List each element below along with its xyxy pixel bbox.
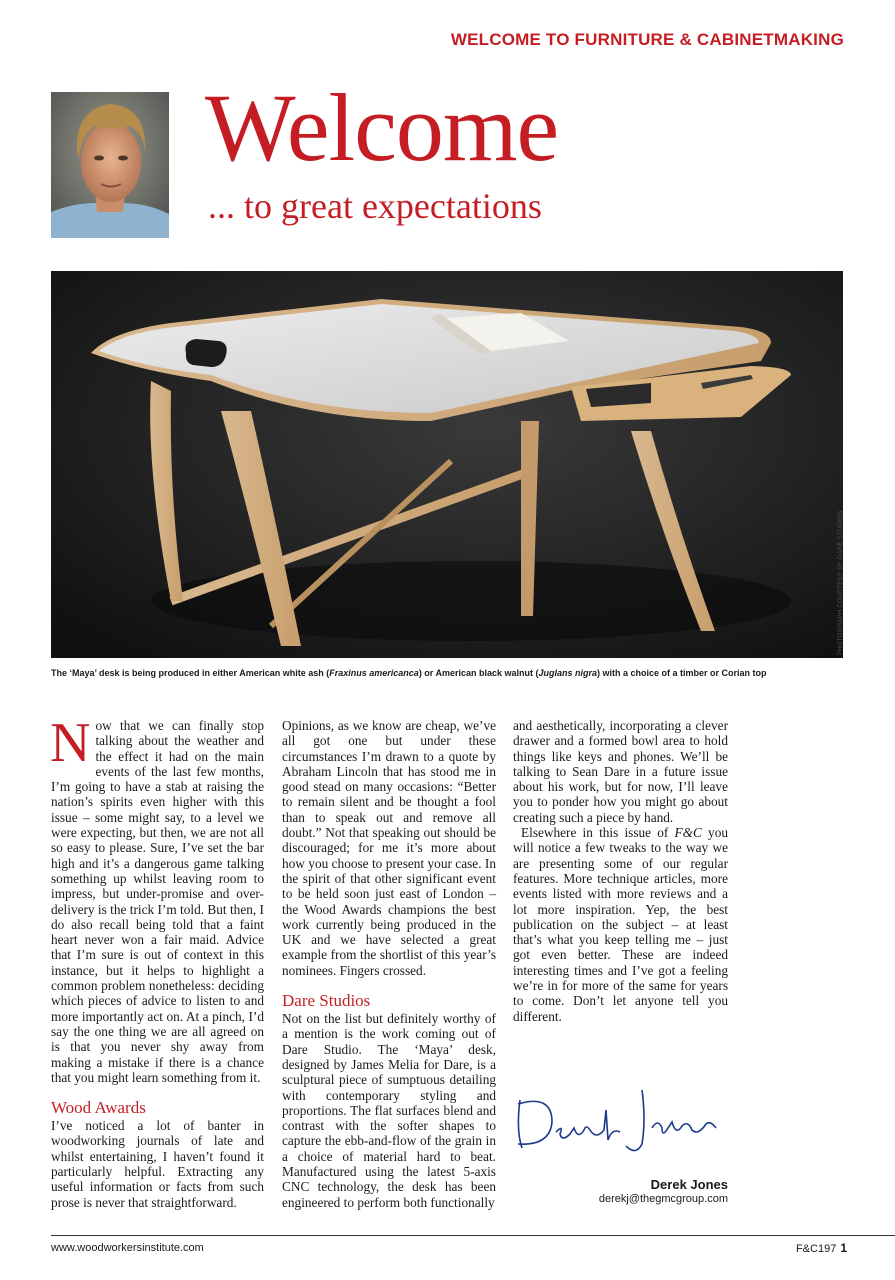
- page-number: 1: [840, 1241, 847, 1255]
- page-subtitle: ... to great expectations: [208, 186, 542, 226]
- wood-awards-paragraph-continued: Opinions, as we know are cheap, we’ve all got one but under these circumstances I’m drawn to a quote by Abraham Lincoln that has stood me in good stead on many occasions: “Better to remain silent and be thought a fool than to speak out and remove all doubt.” Not that speaking out should be discouraged; for me it’s more about how you choose to present your case. In the spirit of that other significant event to be held soon just east of London – the Wood Awards champions the best work currently being produced in the UK and we have selected a great example from the shortlist of this year’s nominees. Fingers crossed.: [282, 718, 496, 978]
- page-title: Welcome: [205, 74, 559, 181]
- drop-cap: N: [50, 712, 91, 774]
- desk-photo: [51, 271, 843, 658]
- section-label: WELCOME TO FURNITURE & CABINETMAKING: [450, 30, 844, 49]
- footer-url[interactable]: www.woodworkersinstitute.com: [51, 1242, 204, 1254]
- photo-caption: The ‘Maya’ desk is being produced in either American white ash (Fraxinus americanca) or American black walnut (Juglans nigra) with a choice of a timber or Corian top: [51, 668, 767, 678]
- article-column-2: [282, 718, 496, 1210]
- intro-paragraph: Now that we can finally stop talking about the weather and the effect it had on the main events of the last few months, I’m going to have a stab at raising the nation’s spirits even higher with this issue – some might say, to a level we were expecting, but then, we are not all so easy to please. Sure, I’ve set the bar high and it’s a dangerous game talking something up whilst leaving room to impress, but under-promise and over-delivery is the trick I’m told. But then, I do also recall being told that a faint heart never won a fair maid. Advice that I’m sure is out of context in this instance, but it helps to highlight a common problem nonetheless: deciding which pieces of advice to listen to and more importantly act on. At a pinch, I’d say the one thing we are all agreed on is that you never shy away from making a mistake if there is a chance that you might learn something from it.: [50, 712, 264, 1085]
- article-column-1: [50, 712, 264, 1210]
- author-name: Derek Jones: [650, 1177, 728, 1192]
- dare-studios-paragraph-continued: and aesthetically, incorporating a clever drawer and a formed bowl area to hold things like keys and phones. We’ll be talking to Sean Dare in a future issue about his work, but for now, I’ll leave you to ponder how you might go about creating such a piece by hand.: [513, 718, 728, 825]
- author-email[interactable]: derekj@thegmcgroup.com: [598, 1193, 728, 1205]
- closing-paragraph: Elsewhere in this issue of F&C you will notice a few tweaks to the way we are presenting some of our regular features. More technique articles, more events listed with more reviews and a lot more inspiration. Yep, the best publication on the subject – at least that’s what you keep telling me – just got even better. These are indeed interesting times and I’ve got a feeling we’re in for more of the same for years to come. Don’t let anyone tell you different.: [513, 825, 728, 1024]
- photo-credit: PHOTOGRAPH COURTESY OF DARE STUDIOS: [838, 510, 844, 655]
- dare-studios-paragraph: Not on the list but definitely worthy of a mention is the work coming out of Dare Studio. The ‘Maya’ desk, designed by James Melia for Dare, is a sculptural piece of sumptuous detailing with contemporary styling and proportions. The flat surfaces blend and contrast with the softer shapes to capture the ebb-and-flow of the grain in a choice of material hard to beat. Manufactured using the latest 5-axis CNC technology, the desk has been engineered to perform both functionally: [282, 1011, 496, 1210]
- article-column-3: [513, 718, 728, 1024]
- issue-number: F&C197: [795, 1243, 837, 1255]
- footer-divider: [51, 1235, 895, 1236]
- wood-awards-paragraph: I’ve noticed a lot of banter in woodworking journals of late and whilst entertaining, I haven’t found it particularly helpful. Extracting any useful information or facts from such prose is never that straightforward.: [51, 1118, 264, 1210]
- dare-studios-heading: Dare Studios: [282, 991, 371, 1011]
- wood-awards-heading: Wood Awards: [51, 1098, 146, 1118]
- editor-portrait: [51, 92, 169, 238]
- footer-page-info: [796, 1241, 847, 1255]
- signature-image: [512, 1080, 732, 1160]
